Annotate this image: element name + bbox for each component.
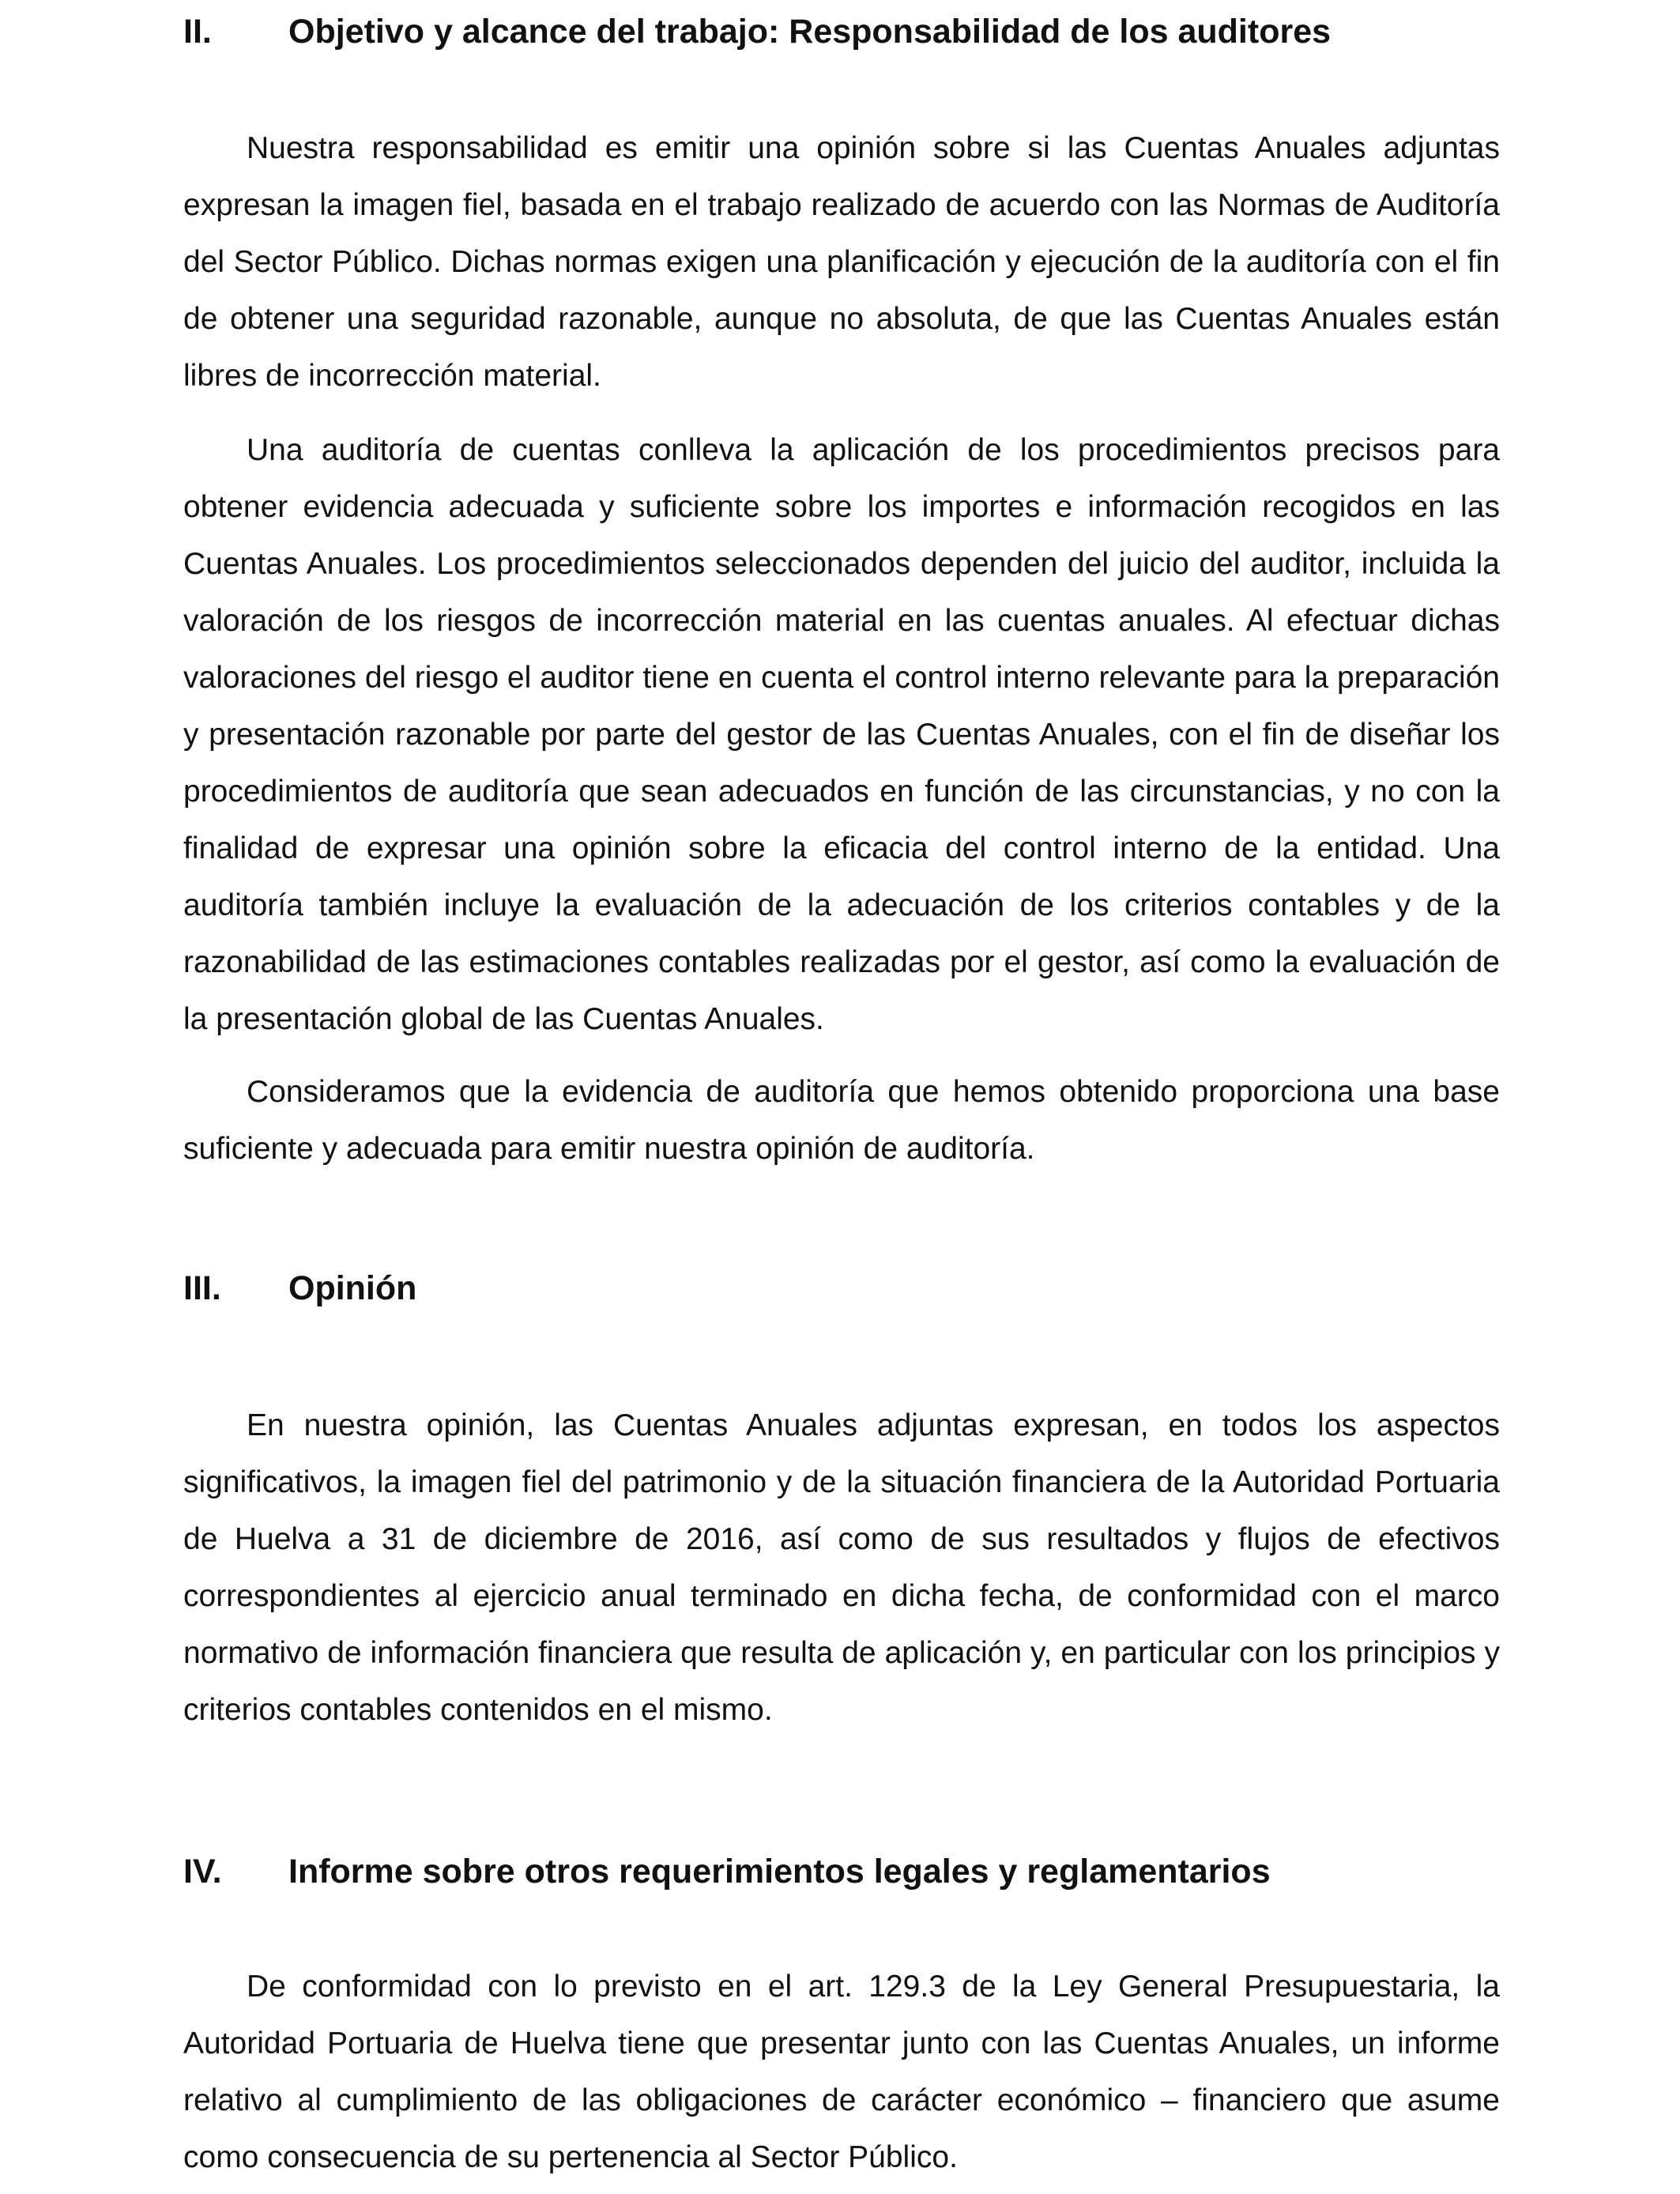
section-number: II. <box>183 13 212 51</box>
section-heading-iv <box>183 1849 1527 1894</box>
section-title: Informe sobre otros requerimientos legales y reglamentarios <box>288 1853 1271 1891</box>
section-number: III. <box>183 1269 221 1307</box>
paragraph: Consideramos que la evidencia de auditoría que hemos obtenido proporciona una base suficiente y adecuada para emitir nuestra opinión de auditoría. <box>183 1075 1500 1166</box>
paragraph: Nuestra responsabilidad es emitir una opinión sobre si las Cuentas Anuales adjuntas expresan la imagen fiel, basada en el trabajo realizado de acuerdo con las Normas de Auditoría del Sector Público. Dichas normas exigen una planificación y ejecución de la auditoría con el fin de obtener una seguridad razonable, aunque no absoluta, de que las Cuentas Anuales están libres de incorrección material. <box>183 131 1500 393</box>
section-title: Objetivo y alcance del trabajo: Responsabilidad de los auditores <box>288 13 1332 51</box>
section-number: IV. <box>183 1853 222 1891</box>
paragraph: En nuestra opinión, las Cuentas Anuales adjuntas expresan, en todos los aspectos significativos, la imagen fiel del patrimonio y de la situación financiera de la Autoridad Portuaria de Huelva a 31 de diciembre de 2016, así como de sus resultados y flujos de efectivos correspondientes al ejercicio anual terminado en dicha fecha, de conformidad con el marco normativo de información financiera que resulta de aplicación y, en particular con los principios y criterios contables contenidos en el mismo. <box>183 1408 1500 1727</box>
section-heading-ii <box>183 9 1527 54</box>
paragraph: De conformidad con lo previsto en el art. 129.3 de la Ley General Presupuestaria, la Autoridad Portuaria de Huelva tiene que presentar junto con las Cuentas Anuales, un informe relativo al cumplimiento de las obligaciones de carácter económico – financiero que asume como consecuencia de su pertenencia al Sector Público. <box>183 1970 1500 2174</box>
paragraph: Una auditoría de cuentas conlleva la aplicación de los procedimientos precisos para obtener evidencia adecuada y suficiente sobre los importes e información recogidos en las Cuentas Anuales. Los procedimientos seleccionados dependen del juicio del auditor, incluida la valoración de los riesgos de incorrección material en las cuentas anuales. Al efectuar dichas valoraciones del riesgo el auditor tiene en cuenta el control interno relevante para la preparación y presentación razonable por parte del gestor de las Cuentas Anuales, con el fin de diseñar los procedimientos de auditoría que sean adecuados en función de las circunstancias, y no con la finalidad de expresar una opinión sobre la eficacia del control interno de la entidad. Una auditoría también incluye la evaluación de la adecuación de los criterios contables y de la razonabilidad de las estimaciones contables realizadas por el gestor, así como la evaluación de la presentación global de las Cuentas Anuales. <box>183 433 1500 1036</box>
section-title: Opinión <box>288 1269 417 1307</box>
section-heading-iii <box>183 1266 1527 1310</box>
